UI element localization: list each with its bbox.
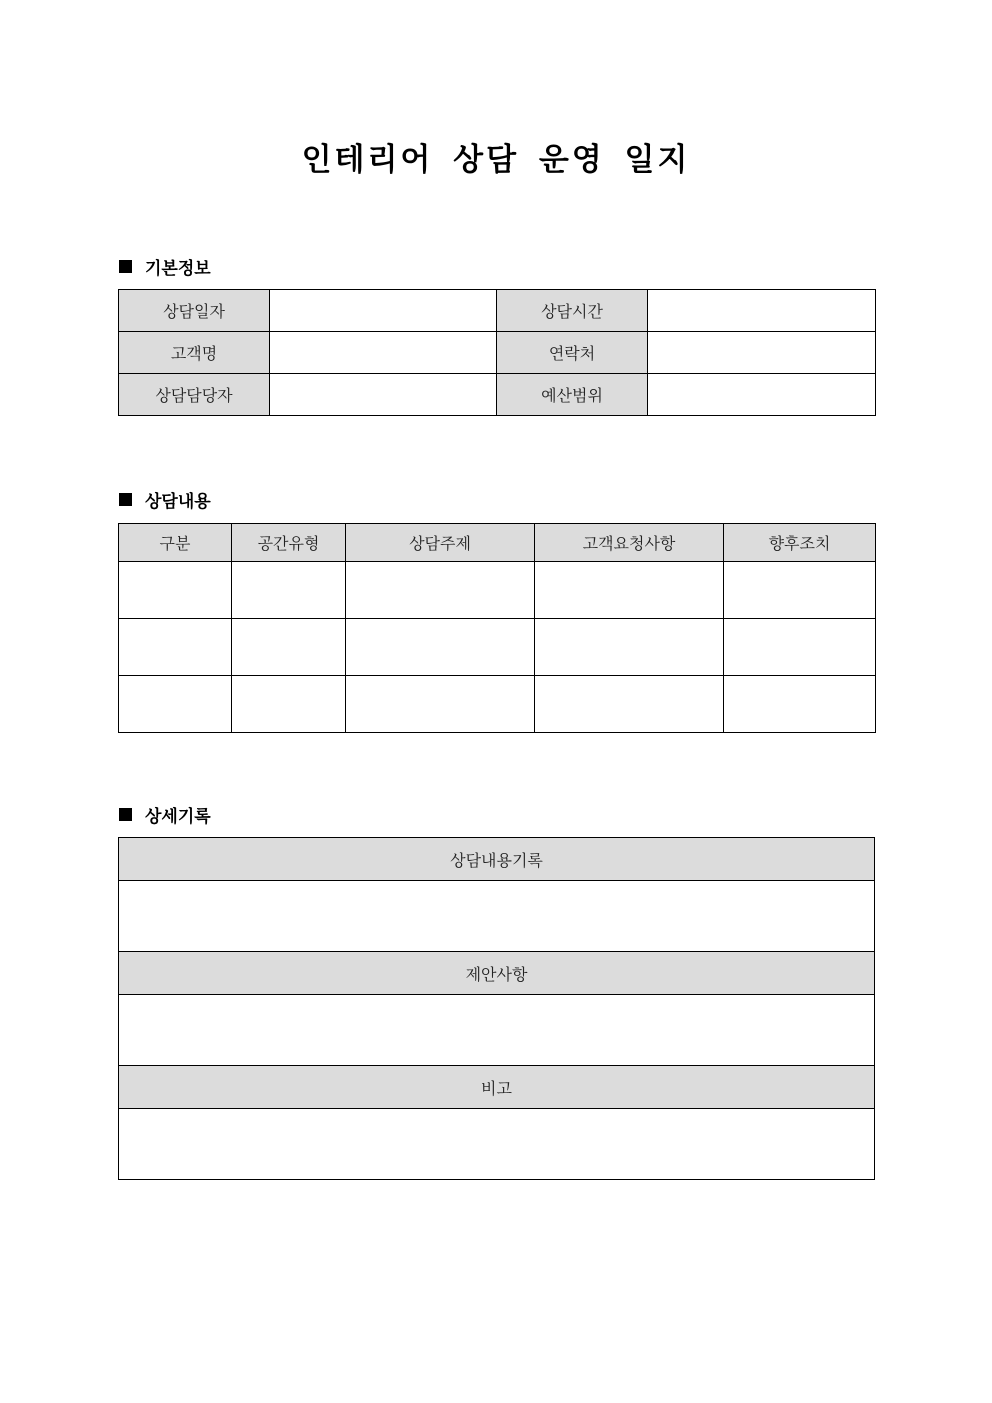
table-row bbox=[119, 374, 876, 416]
table-cell[interactable] bbox=[119, 562, 232, 619]
table-row bbox=[119, 676, 876, 733]
table-cell[interactable] bbox=[724, 562, 876, 619]
label-consultant: 상담담당자 bbox=[119, 374, 270, 416]
section-heading-label: 상세기록 bbox=[145, 807, 211, 827]
label-budget-range: 예산범위 bbox=[497, 374, 648, 416]
table-cell[interactable] bbox=[535, 619, 724, 676]
field-remarks[interactable] bbox=[119, 1109, 875, 1180]
table-cell[interactable] bbox=[346, 676, 535, 733]
field-consult-date[interactable] bbox=[270, 290, 497, 332]
table-header-row bbox=[119, 838, 875, 881]
table-row bbox=[119, 1109, 875, 1180]
column-header-category: 구분 bbox=[119, 524, 232, 562]
label-remarks: 비고 bbox=[119, 1066, 875, 1109]
table-cell[interactable] bbox=[119, 676, 232, 733]
detail-record-table bbox=[118, 837, 875, 1180]
table-row bbox=[119, 290, 876, 332]
black-square-icon bbox=[119, 493, 132, 506]
column-header-customer-request: 고객요청사항 bbox=[535, 524, 724, 562]
table-header-row bbox=[119, 524, 876, 562]
table-cell[interactable] bbox=[232, 562, 346, 619]
table-row bbox=[119, 562, 876, 619]
table-cell[interactable] bbox=[346, 619, 535, 676]
label-customer-name: 고객명 bbox=[119, 332, 270, 374]
table-cell[interactable] bbox=[724, 619, 876, 676]
black-square-icon bbox=[119, 808, 132, 821]
black-square-icon bbox=[119, 260, 132, 273]
table-cell[interactable] bbox=[346, 562, 535, 619]
table-cell[interactable] bbox=[232, 676, 346, 733]
table-header-row bbox=[119, 952, 875, 995]
table-cell[interactable] bbox=[535, 562, 724, 619]
label-contact: 연락처 bbox=[497, 332, 648, 374]
field-consultant[interactable] bbox=[270, 374, 497, 416]
field-customer-name[interactable] bbox=[270, 332, 497, 374]
section-heading-basic-info bbox=[119, 254, 211, 279]
section-heading-consult-content bbox=[119, 487, 211, 512]
field-consult-record[interactable] bbox=[119, 881, 875, 952]
column-header-follow-up: 향후조치 bbox=[724, 524, 876, 562]
label-proposal: 제안사항 bbox=[119, 952, 875, 995]
section-heading-detail-record bbox=[119, 802, 211, 827]
column-header-space-type: 공간유형 bbox=[232, 524, 346, 562]
table-header-row bbox=[119, 1066, 875, 1109]
basic-info-table bbox=[118, 289, 876, 416]
consult-content-table bbox=[118, 523, 876, 733]
table-row bbox=[119, 332, 876, 374]
section-heading-label: 기본정보 bbox=[145, 259, 211, 279]
table-row bbox=[119, 619, 876, 676]
label-consult-date: 상담일자 bbox=[119, 290, 270, 332]
table-cell[interactable] bbox=[724, 676, 876, 733]
table-cell[interactable] bbox=[119, 619, 232, 676]
label-consult-time: 상담시간 bbox=[497, 290, 648, 332]
label-consult-record: 상담내용기록 bbox=[119, 838, 875, 881]
table-cell[interactable] bbox=[535, 676, 724, 733]
field-proposal[interactable] bbox=[119, 995, 875, 1066]
field-contact[interactable] bbox=[648, 332, 876, 374]
section-heading-label: 상담내용 bbox=[145, 492, 211, 512]
table-row bbox=[119, 995, 875, 1066]
field-consult-time[interactable] bbox=[648, 290, 876, 332]
page-title: 인테리어 상담 운영 일지 bbox=[301, 142, 691, 178]
table-cell[interactable] bbox=[232, 619, 346, 676]
table-row bbox=[119, 881, 875, 952]
column-header-topic: 상담주제 bbox=[346, 524, 535, 562]
field-budget-range[interactable] bbox=[648, 374, 876, 416]
